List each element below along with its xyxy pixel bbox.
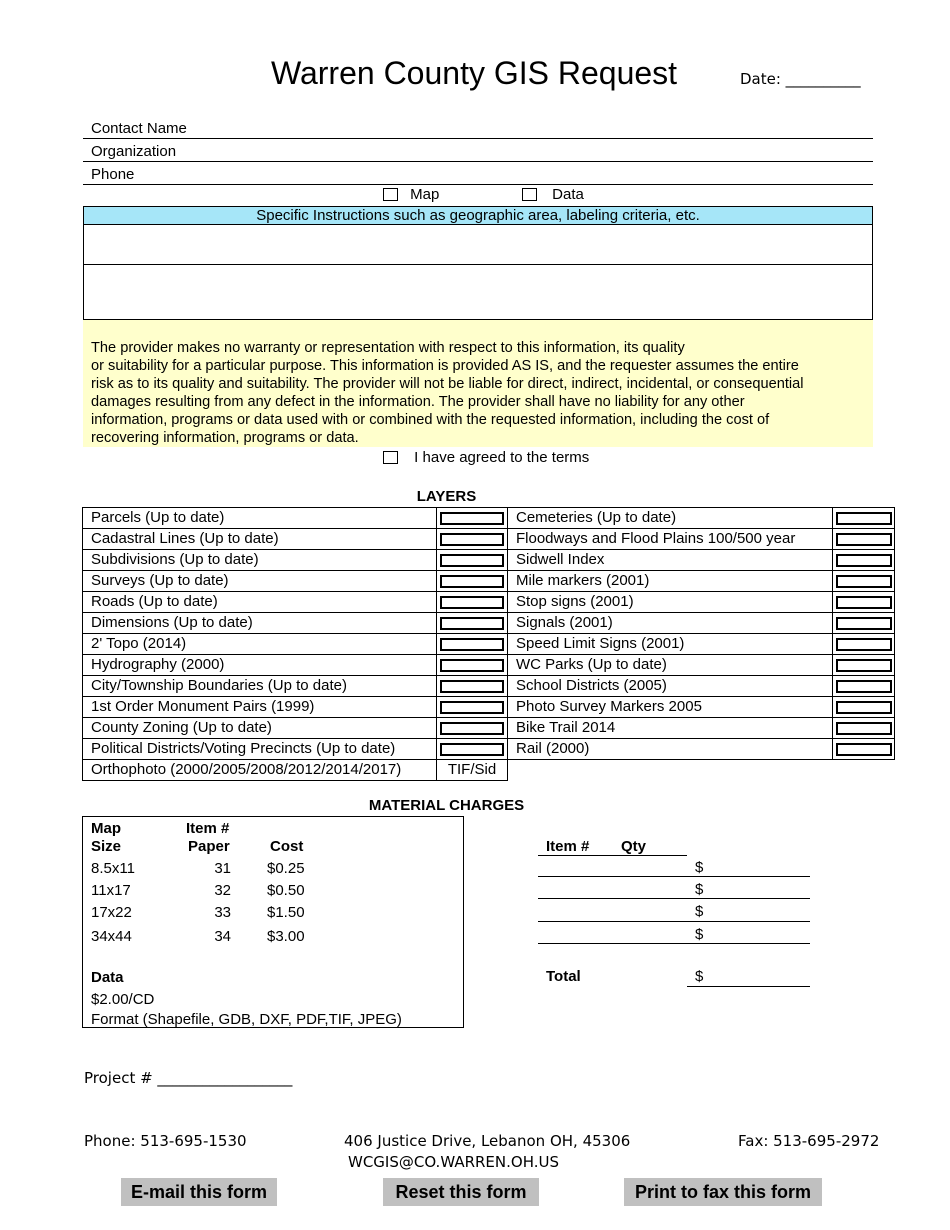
layer-checkbox[interactable]: [836, 533, 892, 546]
order-amount-line-3[interactable]: [687, 921, 810, 922]
empty-cell: [508, 760, 895, 781]
request-type-row-data: [522, 186, 584, 203]
date-field[interactable]: Date: __________: [740, 70, 861, 88]
layer-checkbox[interactable]: [440, 596, 504, 609]
email-form-button[interactable]: E-mail this form: [121, 1178, 277, 1206]
layer-checkbox[interactable]: [836, 512, 892, 525]
map-label: Map: [410, 186, 440, 203]
data-heading: Data: [91, 969, 124, 986]
layer-checkbox[interactable]: [440, 701, 504, 714]
layer-row: [83, 634, 895, 655]
layer-label: Roads (Up to date): [83, 592, 437, 613]
layer-checkbox-cell: [437, 697, 508, 718]
col-item: Item #: [186, 820, 230, 837]
organization-label: Organization: [91, 143, 177, 160]
print-fax-button[interactable]: Print to fax this form: [624, 1178, 822, 1206]
layer-label: Cemeteries (Up to date): [508, 508, 833, 529]
layer-checkbox[interactable]: [836, 638, 892, 651]
layer-checkbox[interactable]: [440, 512, 504, 525]
material-charges-box: [82, 816, 464, 1028]
row-cost: $0.25: [267, 860, 305, 877]
layer-checkbox[interactable]: [440, 722, 504, 735]
layer-label: Subdivisions (Up to date): [83, 550, 437, 571]
material-title: MATERIAL CHARGES: [368, 797, 525, 814]
footer-phone: Phone: 513-695-1530: [84, 1132, 247, 1150]
row-item: 33: [214, 904, 231, 921]
row-item: 31: [214, 860, 231, 877]
agree-label: I have agreed to the terms: [414, 449, 590, 466]
order-item-line-3[interactable]: [538, 921, 687, 922]
agree-checkbox[interactable]: [383, 451, 398, 464]
layer-checkbox[interactable]: [440, 743, 504, 756]
request-type-row: [383, 186, 439, 203]
layer-label: Political Districts/Voting Precincts (Up to date): [83, 739, 437, 760]
dollar-sign: $: [695, 859, 704, 876]
layer-row: [83, 655, 895, 676]
data-format: Format (Shapefile, GDB, DXF, PDF,TIF, JPEG): [91, 1011, 402, 1028]
agree-row: [383, 449, 589, 466]
layer-label: City/Township Boundaries (Up to date): [83, 676, 437, 697]
layer-label: 1st Order Monument Pairs (1999): [83, 697, 437, 718]
dollar-sign: $: [695, 968, 704, 985]
layer-label: Hydrography (2000): [83, 655, 437, 676]
project-number-field[interactable]: Project # __________________: [84, 1069, 293, 1087]
layer-checkbox-cell: [437, 508, 508, 529]
layer-checkbox[interactable]: [836, 680, 892, 693]
layer-checkbox-cell: [437, 529, 508, 550]
layer-label: Speed Limit Signs (2001): [508, 634, 833, 655]
row-item: 32: [214, 882, 231, 899]
dollar-sign: $: [695, 903, 704, 920]
layer-checkbox[interactable]: [836, 575, 892, 588]
layer-checkbox-cell: [437, 592, 508, 613]
contact-name-label: Contact Name: [91, 120, 187, 137]
layer-checkbox-cell: [437, 550, 508, 571]
instructions-heading: Specific Instructions such as geographic area, labeling criteria, etc.: [83, 206, 873, 225]
layer-checkbox-cell: [833, 676, 895, 697]
layer-checkbox-cell: [437, 676, 508, 697]
layer-checkbox-cell: [833, 571, 895, 592]
col-paper: Paper: [188, 838, 230, 855]
layer-label: Sidwell Index: [508, 550, 833, 571]
layer-label: Cadastral Lines (Up to date): [83, 529, 437, 550]
row-cost: $0.50: [267, 882, 305, 899]
disclaimer-line: or suitability for a particular purpose. This information is provided AS IS, and the requester assumes the entire: [91, 358, 799, 374]
layer-row: [83, 676, 895, 697]
row-cost: $1.50: [267, 904, 305, 921]
footer-address: 406 Justice Drive, Lebanon OH, 45306: [344, 1132, 631, 1150]
layer-checkbox[interactable]: [836, 596, 892, 609]
layer-label: Photo Survey Markers 2005: [508, 697, 833, 718]
layer-checkbox-cell: [833, 613, 895, 634]
layer-checkbox-cell: [437, 718, 508, 739]
order-item-line-4[interactable]: [538, 943, 687, 944]
data-label: Data: [552, 186, 584, 203]
layer-checkbox-cell: [437, 739, 508, 760]
disclaimer-line: recovering information, programs or data.: [91, 430, 359, 446]
row-item: 34: [214, 928, 231, 945]
layer-row: [83, 592, 895, 613]
layer-checkbox[interactable]: [836, 722, 892, 735]
layer-checkbox-cell: [833, 718, 895, 739]
order-amount-line-1[interactable]: [687, 876, 810, 877]
layer-checkbox[interactable]: [836, 617, 892, 630]
order-amount-line-2[interactable]: [687, 898, 810, 899]
data-price: $2.00/CD: [91, 991, 155, 1008]
layer-checkbox-cell: [437, 634, 508, 655]
order-item-label: Item #: [546, 838, 590, 855]
row-size: 11x17: [91, 882, 131, 899]
layer-checkbox[interactable]: [836, 554, 892, 567]
layer-checkbox[interactable]: [440, 617, 504, 630]
col-cost: Cost: [270, 838, 304, 855]
layer-label: Parcels (Up to date): [83, 508, 437, 529]
layer-checkbox[interactable]: [836, 659, 892, 672]
phone-field[interactable]: [83, 162, 873, 185]
col-size: Size: [91, 838, 122, 855]
row-size: 34x44: [91, 928, 132, 945]
instructions-input-1[interactable]: [83, 225, 873, 265]
layer-label: Orthophoto (2000/2005/2008/2012/2014/2017): [83, 760, 437, 781]
layer-checkbox[interactable]: [440, 575, 504, 588]
footer-email: WCGIS@CO.WARREN.OH.US: [348, 1153, 559, 1171]
layer-checkbox-cell: [833, 634, 895, 655]
total-amount-line[interactable]: [687, 986, 810, 987]
layer-checkbox[interactable]: [836, 743, 892, 756]
order-qty-label: Qty: [621, 838, 647, 855]
disclaimer-text: [83, 320, 873, 447]
layer-checkbox-cell: [437, 655, 508, 676]
layer-row: [83, 697, 895, 718]
layer-label: Floodways and Flood Plains 100/500 year: [508, 529, 833, 550]
layer-row: [83, 760, 895, 781]
organization-field[interactable]: [83, 139, 873, 162]
contact-name-field[interactable]: [83, 116, 873, 139]
layer-checkbox-cell: [833, 592, 895, 613]
disclaimer-line: risk as to its quality and suitability. The provider will not be liable for direct, indirect, incidental, or consequential: [91, 376, 804, 392]
dollar-sign: $: [695, 881, 704, 898]
layer-row: [83, 508, 895, 529]
layer-row: [83, 571, 895, 592]
layer-checkbox-cell: [833, 508, 895, 529]
layer-row: [83, 718, 895, 739]
order-header-line: [538, 855, 687, 856]
row-size: 17x22: [91, 904, 132, 921]
disclaimer-line: damages resulting from any defect in the information. The provider shall have no liability for any other: [91, 394, 745, 410]
row-size: 8.5x11: [91, 860, 135, 877]
footer-fax: Fax: 513-695-2972: [738, 1132, 880, 1150]
layer-label: WC Parks (Up to date): [508, 655, 833, 676]
order-item-line-1[interactable]: [538, 876, 687, 877]
phone-label: Phone: [91, 166, 135, 183]
layer-label: Bike Trail 2014: [508, 718, 833, 739]
order-item-line-2[interactable]: [538, 898, 687, 899]
layer-row: [83, 550, 895, 571]
row-cost: $3.00: [267, 928, 305, 945]
layer-label: Dimensions (Up to date): [83, 613, 437, 634]
layer-checkbox-cell: [833, 550, 895, 571]
map-checkbox[interactable]: [383, 188, 398, 201]
layer-label: Stop signs (2001): [508, 592, 833, 613]
layer-label: Signals (2001): [508, 613, 833, 634]
layer-label: Surveys (Up to date): [83, 571, 437, 592]
layers-table: [82, 507, 895, 781]
layer-label: Rail (2000): [508, 739, 833, 760]
col-map: Map: [91, 820, 121, 837]
layer-checkbox[interactable]: [440, 680, 504, 693]
layer-row: [83, 529, 895, 550]
layer-label: County Zoning (Up to date): [83, 718, 437, 739]
data-checkbox[interactable]: [522, 188, 537, 201]
layer-checkbox-cell: [833, 529, 895, 550]
reset-form-button[interactable]: Reset this form: [383, 1178, 539, 1206]
page-title: Warren County GIS Request: [270, 55, 678, 91]
layer-label: 2' Topo (2014): [83, 634, 437, 655]
instructions-input-2[interactable]: [83, 265, 873, 320]
total-label: Total: [546, 968, 581, 985]
layer-checkbox-cell: [437, 613, 508, 634]
layer-checkbox-cell: [833, 655, 895, 676]
dollar-sign: $: [695, 926, 704, 943]
layer-row: [83, 739, 895, 760]
layer-checkbox[interactable]: [440, 554, 504, 567]
disclaimer-line: information, programs or data used with or combined with the requested information, including the cost of: [91, 412, 770, 428]
layer-checkbox-cell: [437, 571, 508, 592]
layer-checkbox-cell: [833, 697, 895, 718]
layers-title: LAYERS: [416, 488, 477, 505]
layer-checkbox[interactable]: [440, 533, 504, 546]
layer-row: [83, 613, 895, 634]
layer-checkbox-cell: TIF/Sid: [437, 760, 508, 781]
order-amount-line-4[interactable]: [687, 943, 810, 944]
layer-checkbox[interactable]: [440, 659, 504, 672]
disclaimer-line: The provider makes no warranty or representation with respect to this information, its quality: [91, 340, 685, 356]
layer-checkbox-cell: [833, 739, 895, 760]
layer-checkbox[interactable]: [440, 638, 504, 651]
layer-checkbox[interactable]: [836, 701, 892, 714]
layer-label: Mile markers (2001): [508, 571, 833, 592]
layer-label: School Districts (2005): [508, 676, 833, 697]
